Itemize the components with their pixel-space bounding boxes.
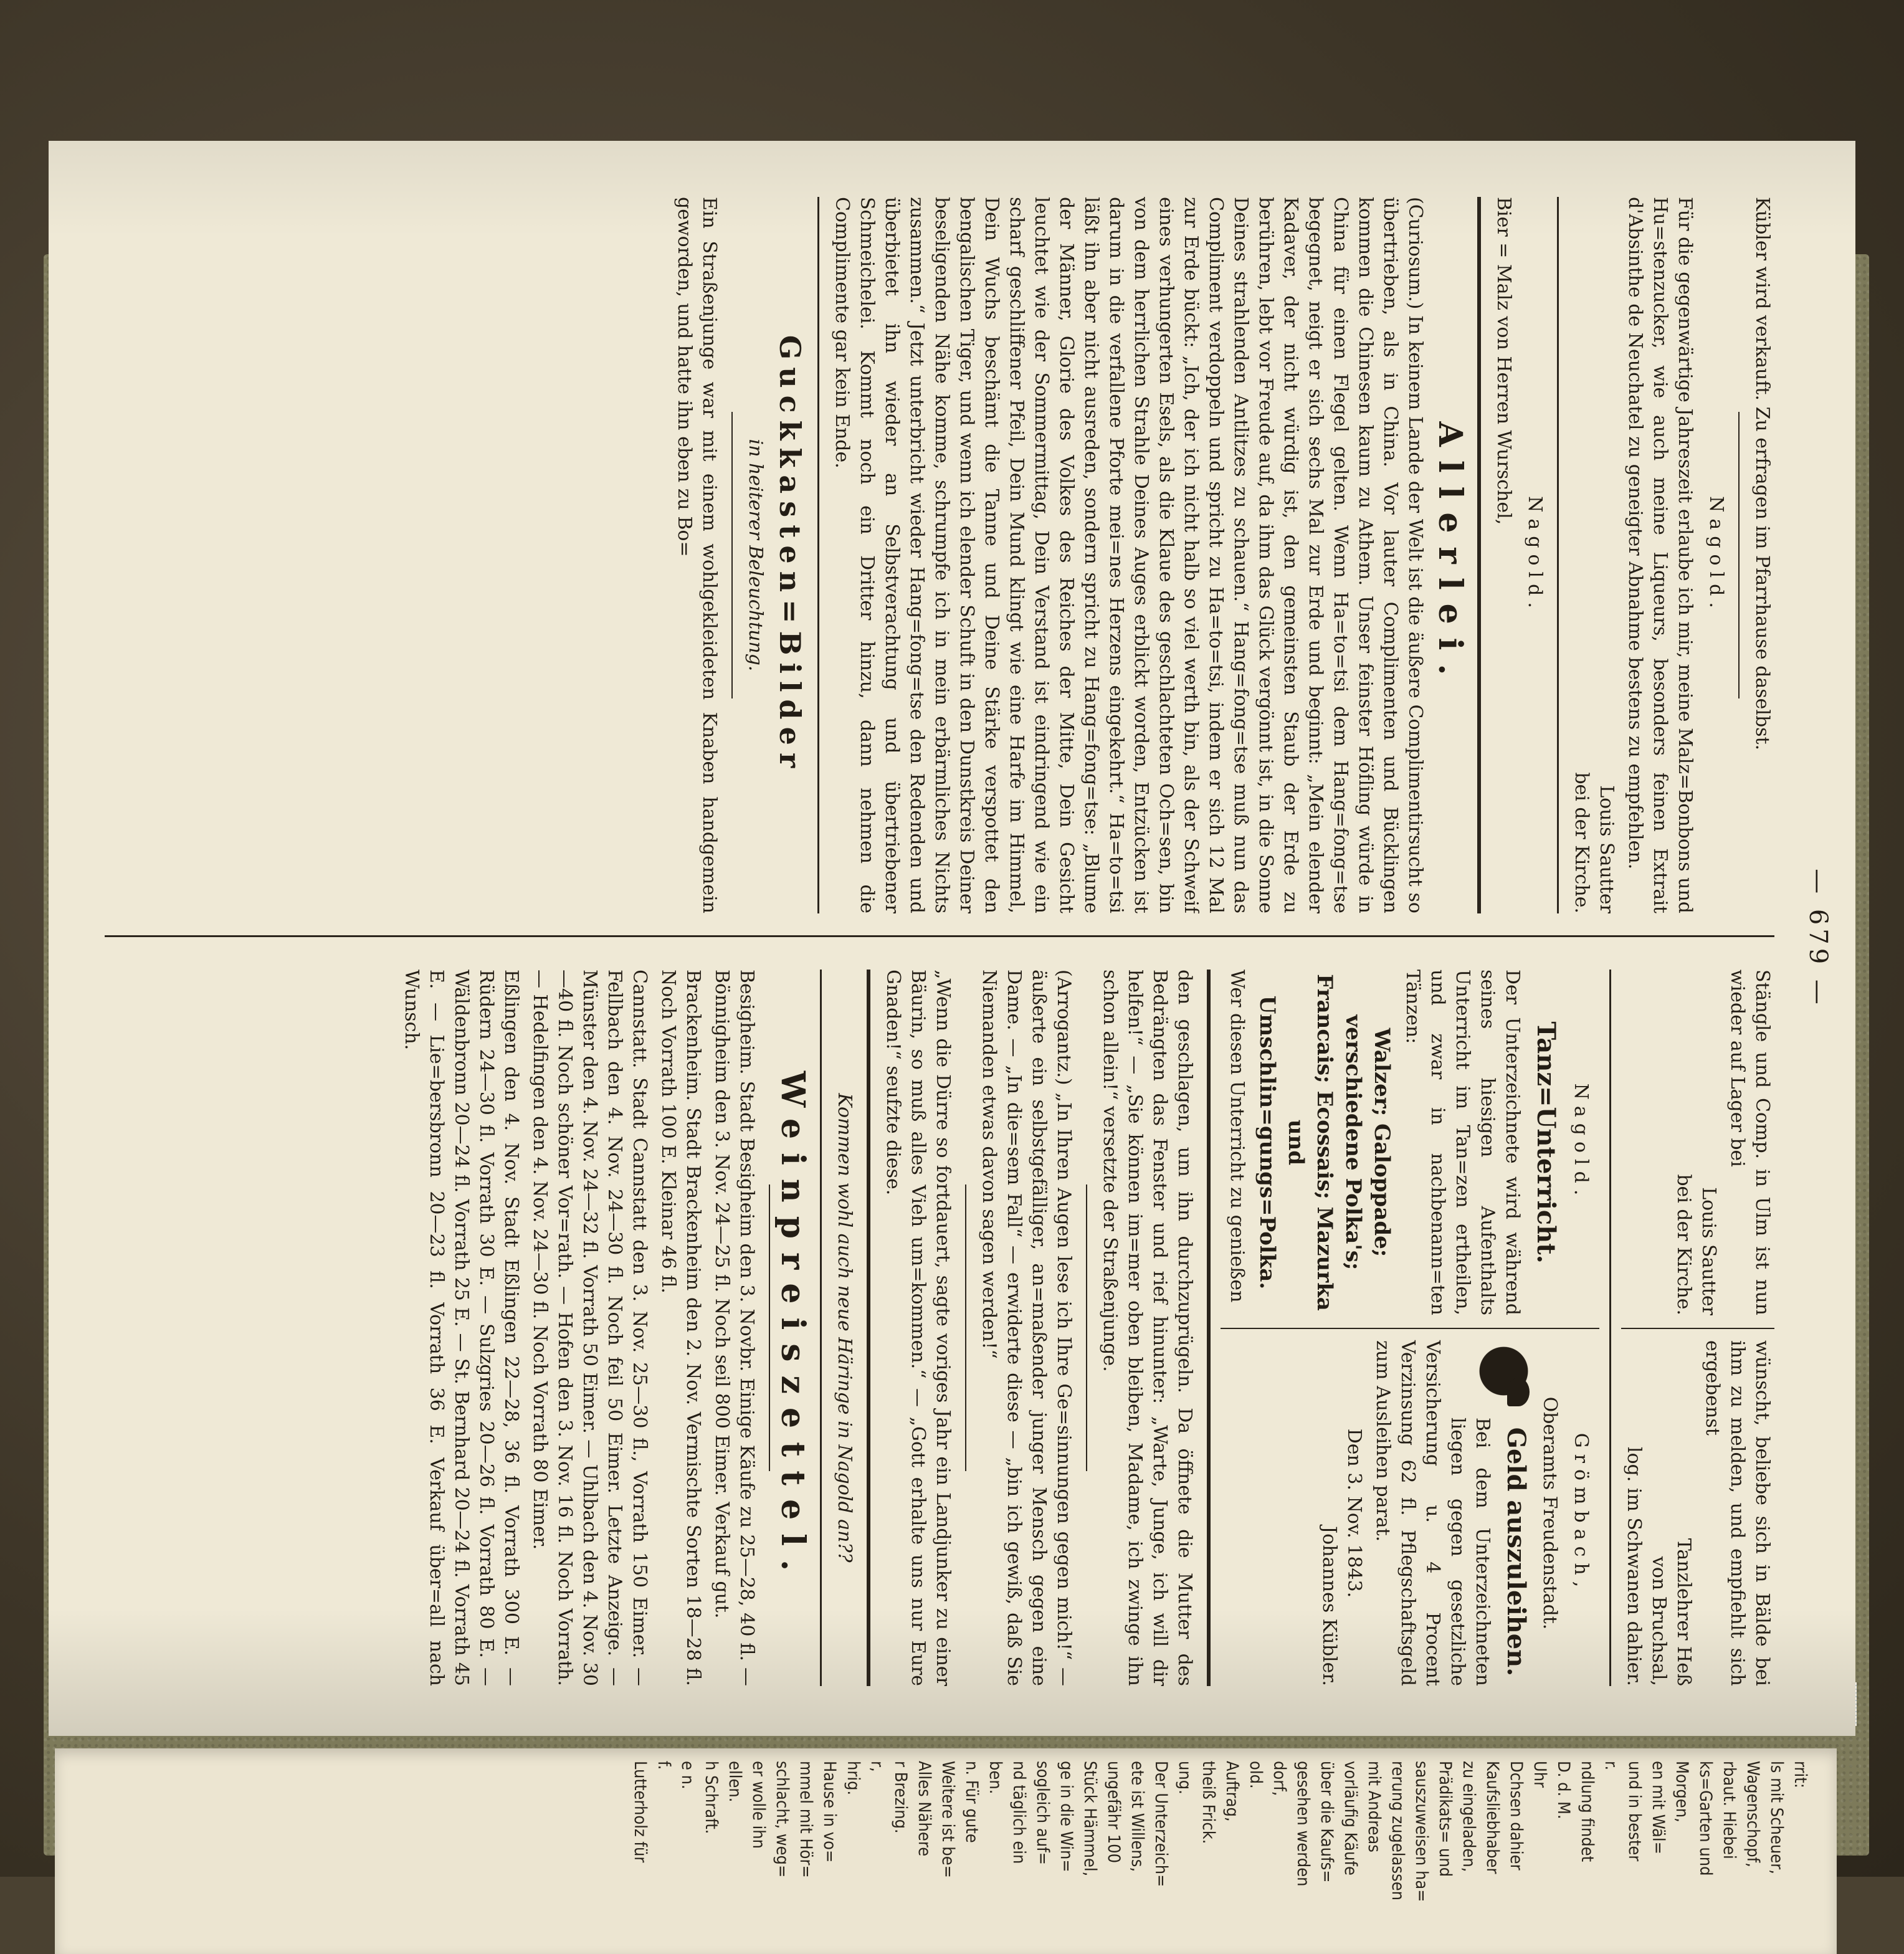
ad-malz-body: Für die gegenwärtige Jahreszeit erlaube ich mir, meine Malz=Bonbons und Hu=stenzucker, wie auch meine Liqueurs, besonders feinen Extrait d'Absinthe de Neuchatel zu geneigter Abnahme bestens zu empfehlen.	[1624, 197, 1696, 913]
ad-stange-sig1: Louis Sautter	[1698, 1187, 1720, 1315]
divider	[1557, 197, 1559, 913]
left-column	[105, 197, 1774, 913]
ad-geld-place: Grömbach,	[1570, 1432, 1592, 1594]
guckkasten-body: Ein Straßenjunge war mit einem wohlgekleideten Knaben handgemein geworden, und hatte ihn eben zu Bo=	[674, 197, 720, 913]
ad-kuebler-text: Kübler wird verkauft. Zu erfragen im Pfarrhause daselbst.	[1751, 197, 1773, 751]
guckkasten-heading: Guckkasten=Bilder	[773, 335, 807, 776]
previous-page-line: vorläufig Käufe	[1341, 1761, 1360, 1875]
previous-page-line: er wolle ihn	[749, 1761, 768, 1849]
anecdote-3: „Wenn die Dürre so fortdauert, sagte voriges Jahr ein Landjunker zu einer Bäurin, so muß alles Vieh um=kommen.“ — „Gott erhalte uns nur Eure Gnaden!“ seufzte diese.	[882, 970, 954, 1686]
allerlei-paragraph: (Curiosum.) In keinem Lande der Welt ist die äußere Complimentirsucht so übertrieben, als in China. Vor lauter Complimenten und Bücklingen kommen die Chinesen kaum zu Athem. Unser feinster Höfling würde in China für einen Flegel gelten. Wenn Ha=to=tsi dem Hang=fong=tse begegnet, neigt er sich sechs Mal zur Erde und beginnt: „Mein elender Kadaver, der nicht würdig ist, den gemeinsten Staub der Erde zu berühren, lebt vor Freude auf, da ihm das Glück vergönnt ist, in die Sonne Deines strahlenden Antlitzes zu schauen.“ Hang=fong=tse muß nun das Compliment verdoppeln und spricht zu Ha=to=tsi, indem er sich 12 Mal zur Erde bückt: „Ich, der ich nicht halb so viel werth bin, als der Schweif eines verhungerten Esels, als die Klaue des geschlachteten Och=sen, bin von dem herrlichen Strahle Deines Auges erblickt worden, Entzücken ist darum in die verfallene Pforte mei=nes Herzens eingekehrt.“ Ha=to=tsi läßt ihn aber nicht ausreden, sondern spricht zu Hang=fong=tse: „Blume der Männer, Glorie des Volkes des Reiches der Mitte, Dein Gesicht leuchtet wie der Sommermittag, Dein Verstand ist eindringend wie ein scharf geschliffener Pfeil, Dein Mund klingt wie eine Harfe im Himmel, Dein Wuchs beschämt die Tanne und Deine Stärke verspottet den bengalischen Tiger, und wenn ich elender Schuft in den Dunstkreis Deiner beseligenden Nähe komme, schrumpfe ich in mein erbärmliches Nichts zusammen.“ Jetzt unterbricht wieder Hang=fong=tse den Redenden und überbietet ihn wieder an Selbstverachtung und übertriebener Schmeichelei. Kommt noch ein Dritter hinzu, dann nehmen die Complimente gar kein Ende.	[831, 197, 1426, 913]
ad-tanz-body: Der Unterzeichnete wird während seines hiesigen Aufenthalts Unterricht im Tan=zen ertheilen, und zwar in nachbenann=ten Tänzen:	[1402, 970, 1523, 1315]
previous-page-line: ls mit Scheuer,	[1767, 1761, 1786, 1874]
previous-page-line: und in bester	[1625, 1761, 1644, 1862]
previous-page-line: n. Für gute	[962, 1761, 981, 1843]
top-ads-left	[1569, 197, 1774, 913]
ad-bier-place: Nagold.	[1524, 496, 1546, 614]
previous-page-line: old.	[1246, 1761, 1265, 1789]
ad-geld-block	[1221, 1328, 1599, 1686]
ad-stange-block	[1621, 970, 1774, 1315]
newspaper-page	[49, 141, 1855, 1736]
previous-page-line: Dchsen dahier	[1507, 1761, 1526, 1871]
ad-malz-sig2: bei der Kirche.	[1571, 772, 1592, 913]
previous-page-line: en mit Wäl=	[1649, 1761, 1668, 1854]
top-ads-right	[1621, 970, 1774, 1686]
ad-geld-sub: Oberamts Freudenstadt.	[1539, 1396, 1561, 1630]
previous-page-line: mmel mit Hör=	[796, 1761, 816, 1878]
ad-geld-date: Den 3. Nov. 1843.	[1343, 1428, 1365, 1598]
ad-stange-sig2: bei der Kirche.	[1673, 1174, 1695, 1315]
ad-hess-sig3: log. im Schwanen dahier.	[1623, 1446, 1645, 1686]
previous-page-line: ungefähr 100	[1104, 1761, 1123, 1864]
previous-page-line: Auftrag,	[1222, 1761, 1242, 1822]
wine-price-entry: Eßlingen den 4. Nov. Stadt Eßlingen 22—28, 36 fl. Vorrath 300 E. — Rüdern 24—30 fl. Vorrath 30 E. — Sulzgries 20—26 fl. Vorrath 80 E. — Wäldenbronn 20—24 fl. Vorrath 25 E. — St. Bernhard 20—24 fl. Vorrath 45 E. — Lie=bersbronn 20—23 fl. Vorrath 36 E. Verkauf über=all nach Wunsch.	[401, 970, 522, 1686]
previous-page-line: rerung zugelassen	[1388, 1761, 1407, 1901]
ad-geld-body: Bei dem Unterzeichneten liegen gegen gesetzliche Versicherung u. 4 Procent Verzinsung 62 fl. Pflegschaftsgeld zum Ausleihen parat.	[1372, 1340, 1493, 1686]
previous-page-line: Lutterholz für	[631, 1761, 650, 1863]
ad-hess-sig2: von Bruchsal,	[1648, 1556, 1670, 1686]
previous-page-line: schlacht, weg=	[773, 1761, 792, 1878]
previous-page-line: D. d. M.	[1554, 1761, 1573, 1819]
divider	[731, 412, 733, 698]
ad-bier-body: Bier = Malz von Herren Wurschel,	[1493, 197, 1515, 525]
previous-page-line: ellen.	[725, 1761, 745, 1803]
divider	[817, 197, 819, 913]
previous-page-line: rrit:	[1791, 1761, 1810, 1788]
divider	[1609, 970, 1611, 1686]
previous-page-line: zu eingeladen,	[1459, 1761, 1478, 1872]
anecdote-1: den geschlagen, um ihn durchzuprügeln. Da öffnete die Mutter des Bedrängten das Fenster und rief hinunter: „Warte, Junge, ich will dir helfen!“ — „Sie können im=mer oben bleiben, Madame, ich zwinge ihn schon allein!“ versetzte der Straßenjunge.	[1099, 970, 1196, 1686]
previous-page-line: r Brezing.	[891, 1761, 910, 1834]
wine-price-entry: Besigheim. Stadt Besigheim den 3. Novbr. Einige Käufe zu 25—28, 40 fl. — Bönnigheim den 3. Nov. 24—25 fl. Noch seil 800 Eimer. Verkauf gut.	[711, 970, 758, 1686]
previous-page-line: Uhr	[1530, 1761, 1549, 1788]
previous-page-line: r.	[1601, 1761, 1621, 1771]
section-divider	[867, 970, 870, 1686]
previous-page-line: ben.	[986, 1761, 1005, 1794]
previous-page-line: rbaut. Hiebei	[1720, 1761, 1739, 1859]
column-rule	[105, 935, 1774, 937]
ad-malz-place: Nagold.	[1705, 496, 1727, 614]
previous-page-line: sauszuweisen ha=	[1412, 1761, 1431, 1902]
right-column	[105, 970, 1774, 1686]
previous-page-line: ung.	[1175, 1761, 1194, 1794]
previous-page-line: e n.	[678, 1761, 697, 1790]
page-number: — 679 —	[1804, 869, 1832, 1008]
ad-malz-sig1: Louis Sautter	[1596, 785, 1617, 913]
wine-price-entry: Cannstatt. Stadt Cannstatt den 3. Nov. 25—30 fl., Vorrath 150 Eimer. — Fellbach den 4. Nov. 24—30 fl. Noch feil 50 Eimer. Letzte Anzeige. — Münster den 4. Nov. 24—32 fl. Vorrath 50 Eimer. — Uhlbach den 4. Nov. 30—40 fl. Noch schöner Vor=rath. — Hofen den 3. Nov. 16 fl. Noch Vorrath. — Hedelfingen den 4. Nov. 24—30 fl. Noch Vorrath 80 Eimer.	[529, 970, 650, 1686]
previous-page-line: ndlung findet	[1578, 1761, 1597, 1862]
herring-question: Kommen wohl auch neue Häringe in Nagold an??	[834, 1093, 855, 1563]
previous-page-line: f.	[654, 1761, 674, 1770]
section-divider	[1207, 970, 1211, 1686]
previous-page-line: gesehen werden	[1293, 1761, 1313, 1887]
ad-top-left-block	[1569, 197, 1774, 913]
newspaper-sheet	[49, 141, 1855, 1902]
previous-page-line: h Schraft.	[702, 1761, 721, 1834]
previous-page-line: Kaufsliebhaber	[1483, 1761, 1502, 1874]
previous-page-fragment	[55, 1748, 1837, 1954]
previous-page-line: Prädikats= und	[1435, 1761, 1455, 1877]
previous-page-line: r,	[867, 1761, 887, 1772]
divider	[965, 1184, 966, 1471]
previous-page-line: Wagenschopf,	[1743, 1761, 1763, 1867]
ad-tanz-place: Nagold.	[1570, 1083, 1592, 1202]
previous-page-line: hrig.	[844, 1761, 863, 1796]
previous-page-line: nd täglich ein	[1009, 1761, 1029, 1864]
anecdote-2: (Arrogantz.) „In Ihren Augen lese ich Ihre Ge=sinnungen gegen mich!“ — äußerte ein selbstgefälliger, an=maßender junger Mensch gegen eine Dame. — „In die=sem Fall“ — erwiderte diese — „bin ich gewiß, daß Sie Niemanden etwas davon sagen werden!“	[978, 970, 1075, 1686]
previous-page-line: theiß Frick.	[1199, 1761, 1218, 1844]
ad-tanz-title: Tanz=Unterricht.	[1531, 1021, 1561, 1264]
ad-hess-sig1: Tanzlehrer Heß	[1673, 1538, 1695, 1686]
previous-page-line: über die Kaufs=	[1317, 1761, 1336, 1883]
lion-emblem-icon	[1466, 1340, 1535, 1409]
previous-page-line: ete ist Willens,	[1128, 1761, 1147, 1872]
previous-page-line: Hause in vo=	[820, 1761, 839, 1863]
ad-tanz-dances: Walzer; Galoppade; verschiedene Polka's; Francais; Ecossais; Mazurka und Umschlin=gungs=Polka.	[1255, 974, 1394, 1311]
previous-page-line: ge in die Win=	[1057, 1761, 1076, 1872]
divider	[1738, 412, 1740, 698]
ad-geld-title: Geld auszuleihen.	[1502, 1427, 1531, 1677]
previous-page-line: Stück Hämmel,	[1080, 1761, 1100, 1877]
guckkasten-subheading: in heiterer Beleuchtung.	[745, 439, 766, 672]
ad-hess-block	[1621, 1328, 1774, 1686]
allerlei-heading: Allerlei.	[1431, 421, 1469, 689]
previous-page-line: Der Unterzeich=	[1151, 1761, 1171, 1887]
middle-ads-right	[1221, 970, 1599, 1686]
divider	[820, 970, 822, 1686]
ad-stange-body: Stängle und Comp. in Ulm ist nun wieder auf Lager bei	[1726, 970, 1773, 1315]
ad-tanz-block	[1221, 970, 1599, 1315]
wine-price-entry: Brackenheim. Stadt Brackenheim den 2. Nov. Vermischte Sorten 18—28 fl. Noch Vorrath 100 E. Kleinar 46 fl.	[657, 970, 704, 1686]
previous-page-line: dorf,	[1270, 1761, 1289, 1796]
ad-geld-sig: Johannes Kübler.	[1318, 1526, 1340, 1686]
divider	[1086, 1184, 1087, 1471]
previous-page-line: mit Andreas	[1364, 1761, 1384, 1852]
previous-page-line: sogleich auf=	[1033, 1761, 1052, 1866]
wine-price-heading: Weinpreiszettel.	[774, 1070, 812, 1585]
previous-page-line: Weitere ist be=	[938, 1761, 958, 1879]
previous-page-line: ks=Garten und	[1696, 1761, 1715, 1876]
ad-tanz-closing: Wer diesen Unterricht zu genießen	[1226, 970, 1248, 1303]
section-divider	[1477, 197, 1481, 913]
previous-page-line: Alles Nähere	[915, 1761, 934, 1857]
divider	[769, 1184, 770, 1471]
ad-hess-body: wünscht, beliebe sich in Bälde bei ihm zu melden, und empfiehlt sich ergebenst	[1702, 1340, 1773, 1686]
previous-page-line: Morgen,	[1672, 1761, 1692, 1823]
